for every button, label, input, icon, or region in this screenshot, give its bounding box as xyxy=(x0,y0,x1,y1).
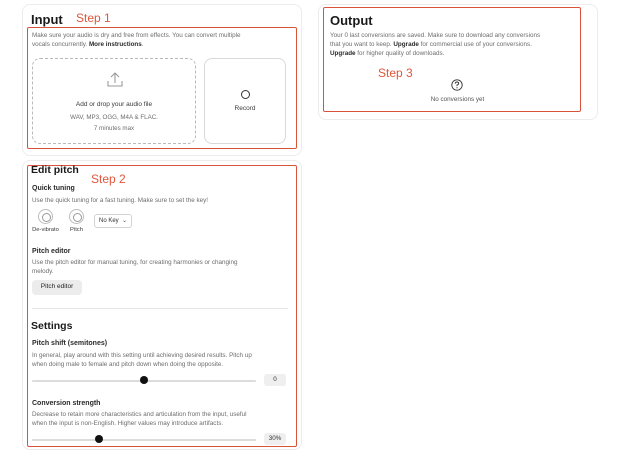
pitch-knob[interactable] xyxy=(69,209,84,224)
question-icon xyxy=(451,78,463,96)
edit-pitch-title: Edit pitch xyxy=(31,164,79,176)
more-instructions-link[interactable]: More instructions xyxy=(88,41,142,48)
file-drop-zone[interactable] xyxy=(32,58,196,144)
conversion-strength-slider-track[interactable] xyxy=(32,439,256,441)
upload-icon xyxy=(106,72,124,93)
key-select[interactable] xyxy=(94,214,132,228)
upgrade-link-commercial[interactable]: Upgrade xyxy=(393,41,419,48)
pitch-shift-value[interactable]: 0 xyxy=(264,374,286,386)
pitch-editor-title: Pitch editor xyxy=(32,248,71,255)
pitch-editor-desc: Use the pitch editor for manual tuning, for creating harmonies or changing melody. xyxy=(32,259,238,275)
devibrato-label: De-vibrato xyxy=(32,227,59,233)
section-divider xyxy=(32,308,288,309)
pitch-shift-slider-thumb[interactable] xyxy=(140,376,148,384)
record-label: Record xyxy=(234,105,256,112)
record-icon xyxy=(241,90,250,99)
step2-label: Step 2 xyxy=(91,172,126,186)
record-button[interactable] xyxy=(204,58,286,144)
pitch-editor-button[interactable]: Pitch editor xyxy=(32,280,82,295)
output-title: Output xyxy=(330,13,373,28)
conversion-strength-title: Conversion strength xyxy=(32,400,101,407)
drop-title: Add or drop your audio file xyxy=(75,101,153,108)
pitch-shift-title: Pitch shift (semitones) xyxy=(32,340,108,347)
settings-title: Settings xyxy=(31,320,73,332)
chevron-down-icon: ⌄ xyxy=(121,218,127,224)
no-conversions-text: No conversions yet xyxy=(430,96,485,103)
upgrade-link-quality[interactable]: Upgrade xyxy=(330,50,356,57)
pitch-label: Pitch xyxy=(70,227,83,233)
drop-formats: WAV, MP3, OGG, M4A & FLAC. xyxy=(70,114,158,121)
conversion-strength-desc: Decrease to retain more characteristics and articulation from the input, useful when the input is non-English. Higher values may introduce artifacts. xyxy=(32,411,247,427)
step1-label: Step 1 xyxy=(76,11,111,25)
pitch-shift-desc: In general, play around with this setting until achieving desired results. Pitch up when doing male to female and pitch down when doing the opposite. xyxy=(32,352,252,368)
output-description: Your 0 last conversions are saved. Make sure to download any conversions that you want to keep. Upgrade for commercial use of your conversions. Upgrade for higher quality of downloads. xyxy=(330,32,541,57)
step3-label: Step 3 xyxy=(378,66,413,80)
conversion-strength-value[interactable]: 30% xyxy=(264,433,286,445)
quick-tuning-desc: Use the quick tuning for a fast tuning. Make sure to set the key! xyxy=(32,197,209,204)
devibrato-knob[interactable] xyxy=(38,209,53,224)
key-select-value: No Key xyxy=(99,218,119,224)
drop-limit: 7 minutes max xyxy=(93,125,135,132)
quick-tuning-title: Quick tuning xyxy=(32,185,75,192)
input-title: Input xyxy=(31,12,63,27)
input-description: Make sure your audio is dry and free from effects. You can convert multiple vocals concurrently. More instructions. xyxy=(32,32,241,48)
